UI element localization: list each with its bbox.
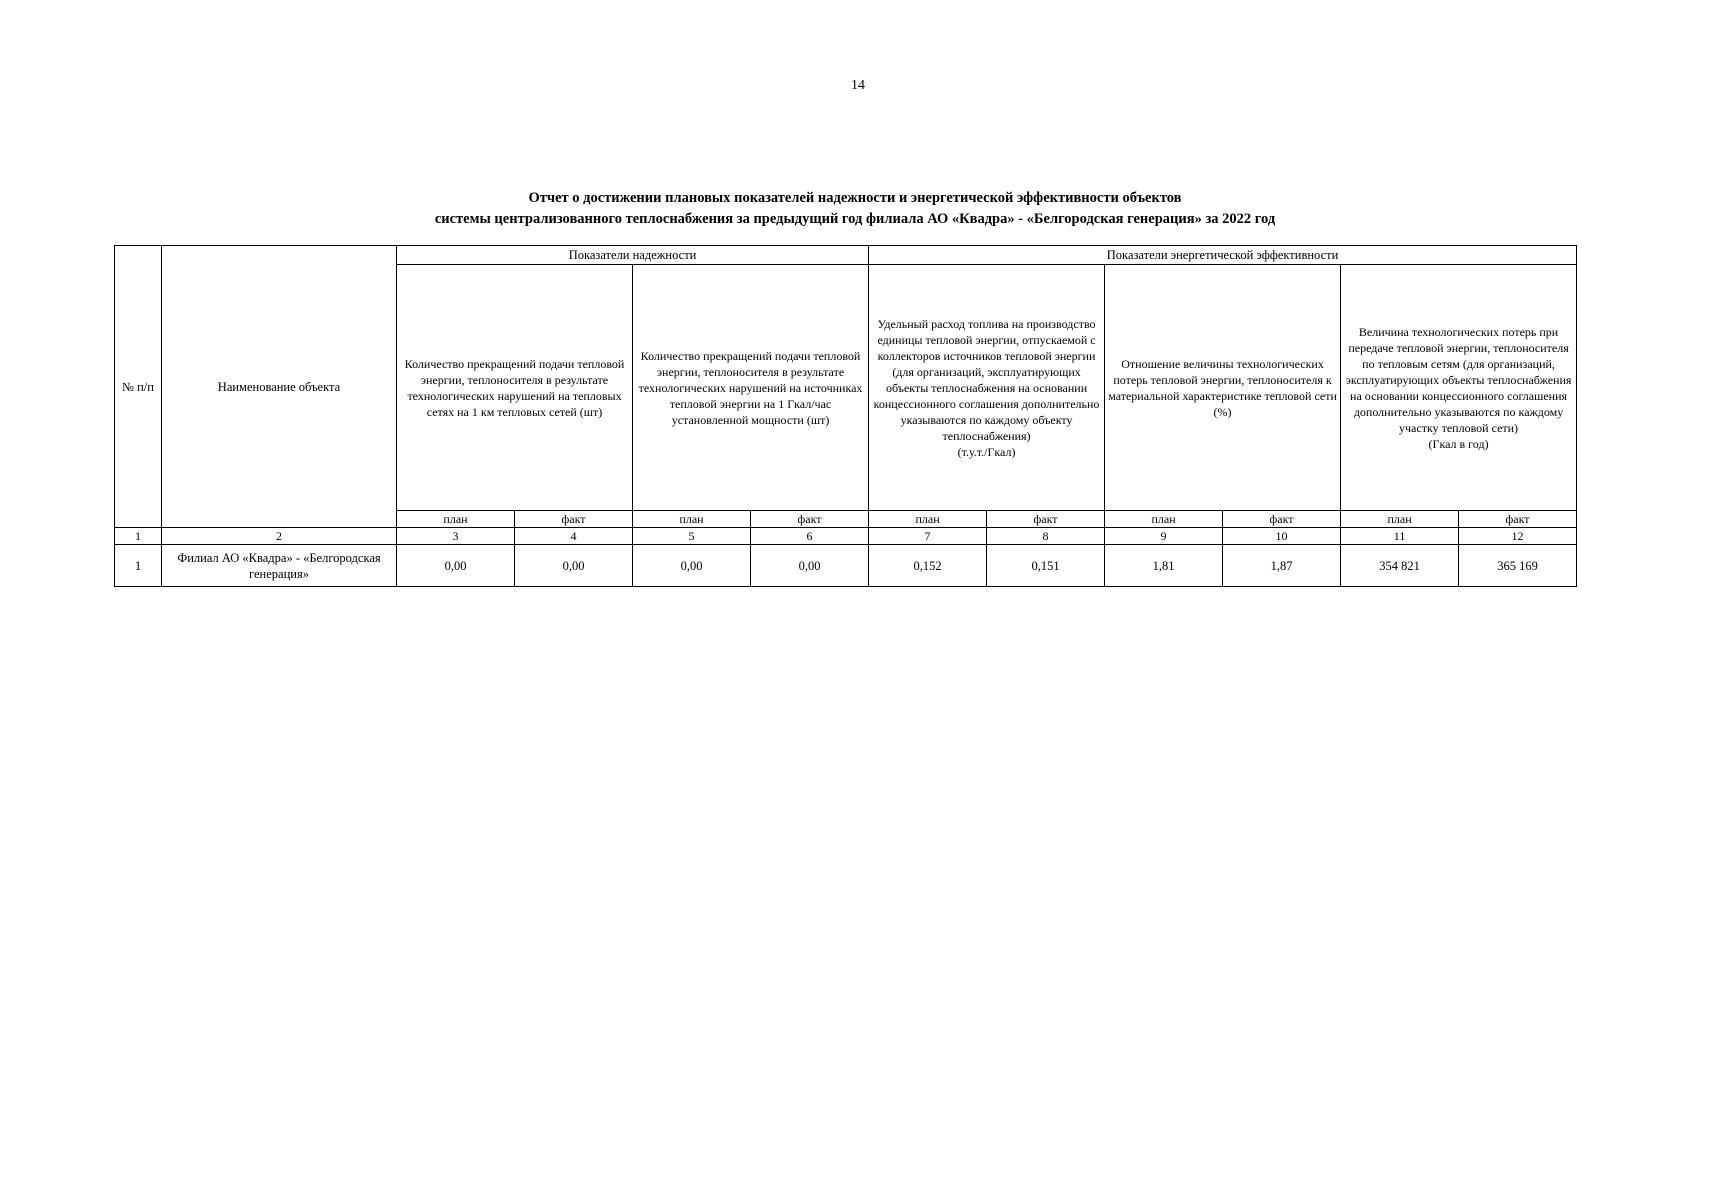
header-plan: план (397, 511, 515, 528)
row-value: 0,00 (397, 545, 515, 587)
row-value: 0,00 (633, 545, 751, 587)
header-col-name: Наименование объекта (162, 246, 397, 528)
column-number: 2 (162, 528, 397, 545)
report-table (114, 245, 1577, 587)
header-indicator-5-text: Величина технологических потерь при передаче тепловой энергии, теплоносителя по тепловым сетям (для организаций, эксплуатирующих объекты теплоснабжения на основании концессионного соглашения дополнительно указываются по каждому участку тепловой сети) (1345, 324, 1572, 435)
column-number: 3 (397, 528, 515, 545)
row-value: 0,00 (751, 545, 869, 587)
row-value: 1,87 (1223, 545, 1341, 587)
column-number: 9 (1105, 528, 1223, 545)
report-title-line-2: системы централизованного теплоснабжения за предыдущий год филиала АО «Квадра» - «Белгородская генерация» за 2022 год (434, 211, 1276, 227)
row-value: 0,00 (515, 545, 633, 587)
row-value: 354 821 (1341, 545, 1459, 587)
column-number: 6 (751, 528, 869, 545)
header-indicator-5-unit: (Гкал в год) (1428, 436, 1489, 451)
row-value: 0,151 (987, 545, 1105, 587)
header-indicator-3 (869, 265, 1105, 511)
header-group-reliability: Показатели надежности (397, 246, 869, 265)
header-indicator-2-text: Количество прекращений подачи тепловой энергии, теплоносителя в результате технологических нарушений на источниках тепловой энергии на 1 Гкал/час установленной мощности (шт) (638, 348, 863, 427)
header-fact: факт (1223, 511, 1341, 528)
header-group-row (115, 246, 1577, 265)
row-value: 365 169 (1459, 545, 1577, 587)
row-value: 1,81 (1105, 545, 1223, 587)
row-object-name: Филиал АО «Квадра» - «Белгородская генерация» (162, 545, 397, 587)
column-number-row (115, 528, 1577, 545)
row-index: 1 (115, 545, 162, 587)
column-number: 1 (115, 528, 162, 545)
report-title-line-1: Отчет о достижении плановых показателей надежности и энергетической эффективности объектов (528, 190, 1182, 206)
column-number: 12 (1459, 528, 1577, 545)
header-plan: план (869, 511, 987, 528)
column-number: 4 (515, 528, 633, 545)
header-fact: факт (1459, 511, 1577, 528)
header-plan: план (1105, 511, 1223, 528)
row-value: 0,152 (869, 545, 987, 587)
header-col-no: № п/п (115, 246, 162, 528)
header-indicator-4-text: Отношение величины технологических потерь тепловой энергии, теплоносителя к материальной характеристике тепловой сети (%) (1108, 356, 1337, 419)
column-number: 5 (633, 528, 751, 545)
report-title (0, 188, 1710, 230)
header-fact: факт (515, 511, 633, 528)
header-fact: факт (987, 511, 1105, 528)
header-indicator-2 (633, 265, 869, 511)
header-fact: факт (751, 511, 869, 528)
header-group-efficiency: Показатели энергетической эффективности (869, 246, 1577, 265)
header-indicator-3-text: Удельный расход топлива на производство единицы тепловой энергии, отпускаемой с коллекторов источников тепловой энергии (для организаций, эксплуатирующих объекты теплоснабжения на основании концессионного соглашения дополнительно указываются по каждому объекту теплоснабжения) (873, 316, 1100, 443)
column-number: 10 (1223, 528, 1341, 545)
table-row (115, 545, 1577, 587)
header-indicator-4 (1105, 265, 1341, 511)
column-number: 7 (869, 528, 987, 545)
header-plan: план (633, 511, 751, 528)
header-indicator-5 (1341, 265, 1577, 511)
header-indicator-1-text: Количество прекращений подачи тепловой энергии, теплоносителя в результате технологических нарушений на тепловых сетях на 1 км тепловых сетей (шт) (404, 356, 625, 419)
page-number: 14 (851, 78, 865, 93)
column-number: 8 (987, 528, 1105, 545)
header-indicator-3-unit: (т.у.т./Гкал) (957, 444, 1016, 459)
header-indicator-1 (397, 265, 633, 511)
header-plan: план (1341, 511, 1459, 528)
column-number: 11 (1341, 528, 1459, 545)
